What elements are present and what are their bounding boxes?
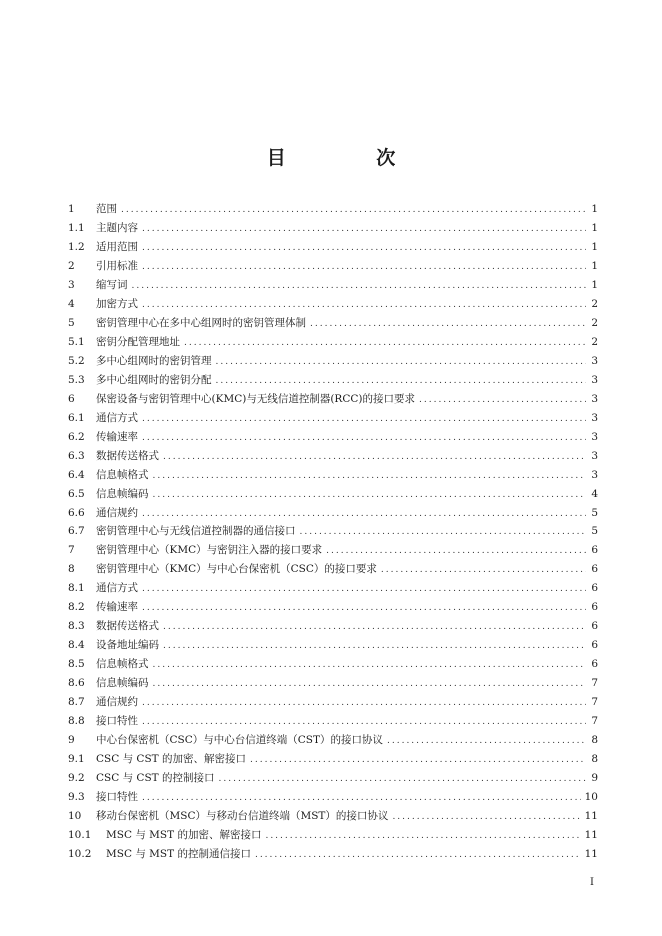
toc-entry-page: 1 [591, 240, 598, 253]
toc-entry-page: 3 [591, 354, 598, 367]
toc-entry[interactable] [68, 560, 598, 579]
toc-entry-number: 6.1 [68, 411, 85, 424]
toc-dot-leader [142, 580, 586, 599]
toc-entry-number: 8.3 [68, 620, 85, 633]
toc-entry-page: 5 [591, 525, 598, 538]
toc-entry-number: 6.2 [68, 430, 85, 443]
toc-entry[interactable] [68, 807, 598, 826]
toc-entry-number: 5.3 [68, 373, 85, 386]
toc-dot-leader [121, 201, 586, 220]
toc-entry-title: 密钥管理中心在多中心组网时的密钥管理体制 [96, 316, 306, 329]
toc-entry[interactable] [68, 238, 598, 257]
toc-entry[interactable] [68, 579, 598, 598]
toc-entry-title: 多中心组网时的密钥管理 [96, 354, 212, 367]
toc-entry-title: 通信方式 [96, 411, 138, 424]
toc-entry-page: 7 [591, 696, 598, 709]
toc-entry-number: 1 [68, 203, 75, 215]
toc-dot-leader [142, 296, 586, 315]
toc-entry-title: 中心台保密机（CSC）与中心台信道终端（CST）的接口协议 [96, 734, 383, 747]
toc-entry-page: 10 [584, 791, 598, 804]
toc-dot-leader [419, 391, 586, 410]
toc-dot-leader [255, 846, 581, 865]
toc-entry-title: 数据传送格式 [96, 449, 159, 462]
toc-dot-leader [216, 372, 587, 391]
toc-entry-page: 8 [591, 734, 598, 747]
toc-entry-title: 密钥管理中心与无线信道控制器的通信接口 [96, 525, 296, 538]
toc-entry-title: 信息帧格式 [96, 658, 149, 671]
toc-entry-page: 6 [591, 620, 598, 633]
toc-entry-page: 6 [591, 639, 598, 652]
toc-entry-page: 6 [591, 582, 598, 595]
toc-entry[interactable] [68, 712, 598, 731]
toc-entry-title: 缩写词 [96, 278, 128, 291]
toc-entry-page: 11 [584, 810, 598, 822]
toc-entry[interactable] [68, 333, 598, 352]
toc-dot-leader [142, 713, 586, 732]
toc-dot-leader [310, 315, 586, 334]
toc-entry-title: 密钥分配管理地址 [96, 335, 180, 348]
toc-entry-number: 9 [68, 734, 75, 747]
toc-dot-leader [142, 789, 581, 808]
toc-entry-page: 2 [591, 297, 598, 310]
toc-dot-leader [300, 523, 587, 542]
toc-entry-page: 6 [591, 658, 598, 671]
toc-entry-number: 1.1 [68, 221, 85, 234]
toc-entry-number: 6 [68, 392, 75, 405]
toc-entry-page: 2 [591, 335, 598, 348]
toc-dot-leader [132, 277, 587, 296]
toc-entry[interactable] [68, 617, 598, 636]
toc-entry-title: MSC 与 MST 的加密、解密接口 [106, 828, 262, 841]
toc-entry-page: 8 [591, 753, 598, 766]
toc-entry[interactable] [68, 598, 598, 617]
toc-dot-leader [153, 467, 587, 486]
toc-entry-page: 1 [591, 259, 598, 272]
toc-entry-title: 加密方式 [96, 297, 138, 310]
toc-dot-leader [153, 656, 587, 675]
toc-dot-leader [392, 808, 580, 827]
toc-entry-number: 5.1 [68, 335, 85, 348]
toc-entry-number: 6.7 [68, 525, 85, 538]
toc-entry-number: 8 [68, 563, 75, 576]
toc-entry[interactable] [68, 485, 598, 504]
toc-entry[interactable] [68, 750, 598, 769]
toc-entry[interactable] [68, 390, 598, 409]
toc-entry-title: 主题内容 [96, 221, 138, 234]
toc-entry-title: 适用范围 [96, 240, 138, 253]
toc-entry-number: 8.2 [68, 601, 85, 614]
toc-dot-leader [142, 505, 586, 524]
toc-entry-title: 接口特性 [96, 715, 138, 728]
toc-entry-number: 8.7 [68, 696, 85, 709]
toc-entry[interactable] [68, 769, 598, 788]
toc-entry-title: 通信方式 [96, 582, 138, 595]
toc-entry-page: 3 [591, 430, 598, 443]
toc-entry-title: 传输速率 [96, 601, 138, 614]
toc-entry-number: 6.4 [68, 468, 85, 481]
toc-entry-title: MSC 与 MST 的控制通信接口 [106, 847, 251, 860]
toc-entry-page: 3 [591, 468, 598, 481]
toc-entry-page: 1 [591, 278, 598, 291]
toc-entry-title: 移动台保密机（MSC）与移动台信道终端（MST）的接口协议 [96, 810, 389, 822]
toc-entry-number: 10.2 [68, 847, 92, 860]
toc-entry-title: 多中心组网时的密钥分配 [96, 373, 212, 386]
toc-entry[interactable] [68, 447, 598, 466]
toc-entry-number: 9.1 [68, 753, 85, 766]
toc-entry-title: 传输速率 [96, 430, 138, 443]
toc-entry[interactable] [68, 731, 598, 750]
toc-entry-number: 8.6 [68, 677, 85, 690]
toc-entry[interactable] [68, 788, 598, 807]
toc-entry-number: 8.8 [68, 715, 85, 728]
toc-dot-leader [142, 694, 586, 713]
toc-dot-leader [142, 220, 586, 239]
toc-dot-leader [387, 732, 586, 751]
toc-dot-leader [142, 258, 586, 277]
toc-entry-number: 4 [68, 297, 75, 310]
toc-entry-title: 信息帧编码 [96, 677, 149, 690]
toc-entry-title: CSC 与 CST 的加密、解密接口 [96, 753, 247, 766]
toc-entry-number: 8.1 [68, 582, 85, 595]
toc-entry-page: 6 [591, 544, 598, 557]
toc-entry-number: 2 [68, 259, 75, 272]
toc-entry[interactable] [68, 371, 598, 390]
toc-entry-title: 设备地址编码 [96, 639, 159, 652]
page-number: I [590, 877, 594, 888]
toc-entry[interactable] [68, 314, 598, 333]
toc-entry-page: 4 [591, 487, 598, 500]
toc-dot-leader [163, 618, 586, 637]
toc-dot-leader [142, 410, 586, 429]
toc-dot-leader [153, 675, 587, 694]
toc-entry-page: 11 [584, 847, 598, 860]
toc-dot-leader [265, 827, 580, 846]
toc-entry-page: 3 [591, 449, 598, 462]
toc-dot-leader [381, 561, 586, 580]
toc-dot-leader [184, 334, 586, 353]
toc-entry[interactable] [68, 845, 598, 864]
toc-entry-page: 6 [591, 563, 598, 576]
toc-entry[interactable] [68, 409, 598, 428]
toc-entry-page: 11 [584, 828, 598, 841]
toc-entry[interactable] [68, 693, 598, 712]
toc-entry-number: 1.2 [68, 240, 85, 253]
toc-entry-title: 范围 [96, 203, 117, 215]
toc-entry[interactable] [68, 636, 598, 655]
toc-entry-number: 9.2 [68, 772, 85, 785]
toc-entry-title: 密钥管理中心（KMC）与中心台保密机（CSC）的接口要求 [96, 563, 377, 576]
toc-dot-leader [216, 353, 587, 372]
toc-entry-page: 3 [591, 411, 598, 424]
toc-entry[interactable] [68, 219, 598, 238]
toc-dot-leader [219, 770, 586, 789]
toc-entry-number: 5 [68, 316, 75, 329]
toc-entry-title: CSC 与 CST 的控制接口 [96, 772, 215, 785]
toc-entry-title: 信息帧格式 [96, 468, 149, 481]
toc-entry-number: 10.1 [68, 828, 92, 841]
toc-entry-title: 密钥管理中心（KMC）与密钥注入器的接口要求 [96, 544, 323, 557]
toc-entry[interactable] [68, 428, 598, 447]
table-of-contents [68, 200, 598, 864]
toc-entry-number: 6.3 [68, 449, 85, 462]
toc-entry-title: 信息帧编码 [96, 487, 149, 500]
toc-entry[interactable] [68, 522, 598, 541]
toc-entry[interactable] [68, 655, 598, 674]
toc-entry-title: 通信规约 [96, 696, 138, 709]
toc-entry[interactable] [68, 257, 598, 276]
toc-dot-leader [326, 542, 586, 561]
toc-dot-leader [250, 751, 586, 770]
toc-entry-title: 保密设备与密钥管理中心(KMC)与无线信道控制器(RCC)的接口要求 [96, 392, 415, 405]
toc-entry-number: 7 [68, 544, 75, 557]
toc-entry-page: 7 [591, 677, 598, 690]
toc-entry-page: 5 [591, 506, 598, 519]
toc-entry[interactable] [68, 200, 598, 219]
toc-entry[interactable] [68, 504, 598, 523]
toc-dot-leader [153, 486, 587, 505]
toc-entry-title: 接口特性 [96, 791, 138, 804]
toc-dot-leader [163, 448, 586, 467]
toc-entry-page: 2 [591, 316, 598, 329]
toc-entry[interactable] [68, 276, 598, 295]
toc-entry[interactable] [68, 466, 598, 485]
toc-entry-number: 3 [68, 278, 75, 291]
toc-entry-title: 引用标准 [96, 259, 138, 272]
toc-entry-page: 1 [591, 221, 598, 234]
toc-entry-page: 3 [591, 392, 598, 405]
toc-entry[interactable] [68, 826, 598, 845]
toc-entry-page: 6 [591, 601, 598, 614]
toc-entry-number: 5.2 [68, 354, 85, 367]
toc-entry-number: 10 [68, 810, 82, 822]
toc-entry-number: 6.5 [68, 487, 85, 500]
toc-entry-number: 8.5 [68, 658, 85, 671]
toc-entry-page: 3 [591, 373, 598, 386]
toc-entry-number: 8.4 [68, 639, 85, 652]
toc-dot-leader [142, 599, 586, 618]
toc-entry[interactable] [68, 541, 598, 560]
toc-entry-number: 9.3 [68, 791, 85, 804]
toc-entry-number: 6.6 [68, 506, 85, 519]
toc-entry[interactable] [68, 352, 598, 371]
toc-dot-leader [163, 637, 586, 656]
toc-entry-page: 1 [591, 203, 598, 215]
toc-dot-leader [142, 239, 586, 258]
toc-entry[interactable] [68, 295, 598, 314]
toc-dot-leader [142, 429, 586, 448]
toc-entry[interactable] [68, 674, 598, 693]
toc-entry-title: 数据传送格式 [96, 620, 159, 633]
page-title: 目 次 [266, 147, 438, 169]
toc-entry-page: 7 [591, 715, 598, 728]
toc-entry-title: 通信规约 [96, 506, 138, 519]
toc-entry-page: 9 [591, 772, 598, 785]
